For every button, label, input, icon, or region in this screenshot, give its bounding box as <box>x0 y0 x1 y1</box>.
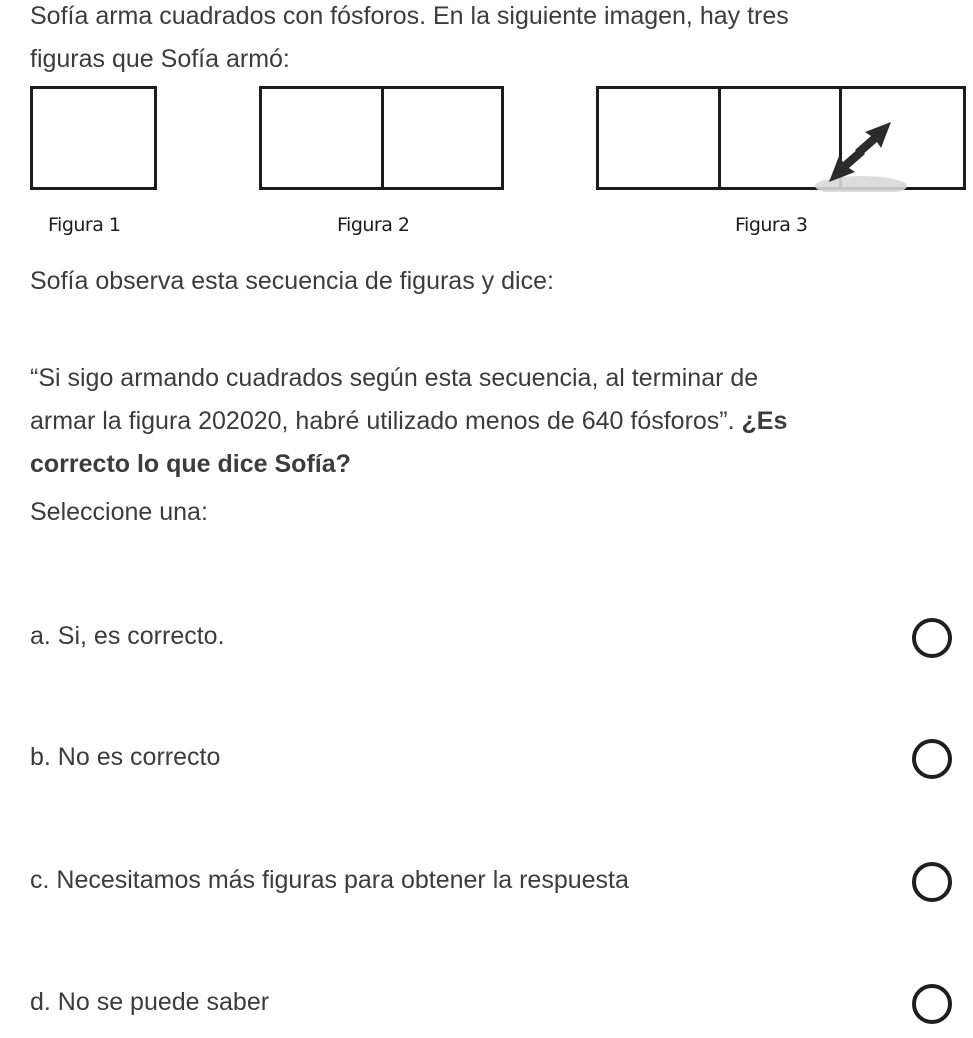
figure-3-caption: Figura 3 <box>735 214 808 236</box>
figure-3-divider-1 <box>718 89 721 187</box>
question-quote-line1: “Si sigo armando cuadrados según esta secuencia, al terminar de <box>30 364 759 392</box>
question-quote-line2-text: armar la figura 202020, habré utilizado menos de 640 fósforos”. <box>30 407 742 435</box>
option-a-label: a. Si, es correcto. <box>30 622 225 650</box>
option-c-label: c. Necesitamos más figuras para obtener la respuesta <box>30 866 629 894</box>
question-intro-line2: figuras que Sofía armó: <box>30 45 290 73</box>
figure-1-caption: Figura 1 <box>48 214 121 236</box>
question-intro-line1: Sofía arma cuadrados con fósforos. En la siguiente imagen, hay tres <box>30 2 789 30</box>
question-quote-line3-bold: correcto lo que dice Sofía? <box>30 450 351 478</box>
select-prompt: Seleccione una: <box>30 498 208 526</box>
option-c-radio[interactable] <box>912 862 952 902</box>
question-quote-line2-bold: ¿Es <box>741 407 788 435</box>
figure-1-drawing <box>30 86 157 190</box>
option-b-radio[interactable] <box>912 739 952 779</box>
figure-2-divider <box>381 89 384 187</box>
figure-2-caption: Figura 2 <box>337 214 410 236</box>
question-quote-line3 <box>30 443 787 486</box>
question-quote-line2 <box>30 400 787 443</box>
option-d-radio[interactable] <box>912 984 952 1024</box>
option-d[interactable] <box>0 974 973 1034</box>
expand-icon[interactable] <box>815 110 915 192</box>
option-a[interactable] <box>0 608 973 668</box>
option-d-label: d. No se puede saber <box>30 988 270 1016</box>
question-quote <box>30 357 787 486</box>
figure-2-drawing <box>259 86 504 190</box>
question-observe: Sofía observa esta secuencia de figuras y dice: <box>30 267 554 295</box>
option-b[interactable] <box>0 729 973 789</box>
option-c[interactable] <box>0 852 973 912</box>
option-b-label: b. No es correcto <box>30 743 221 771</box>
option-a-radio[interactable] <box>912 618 952 658</box>
question-intro <box>30 0 789 81</box>
